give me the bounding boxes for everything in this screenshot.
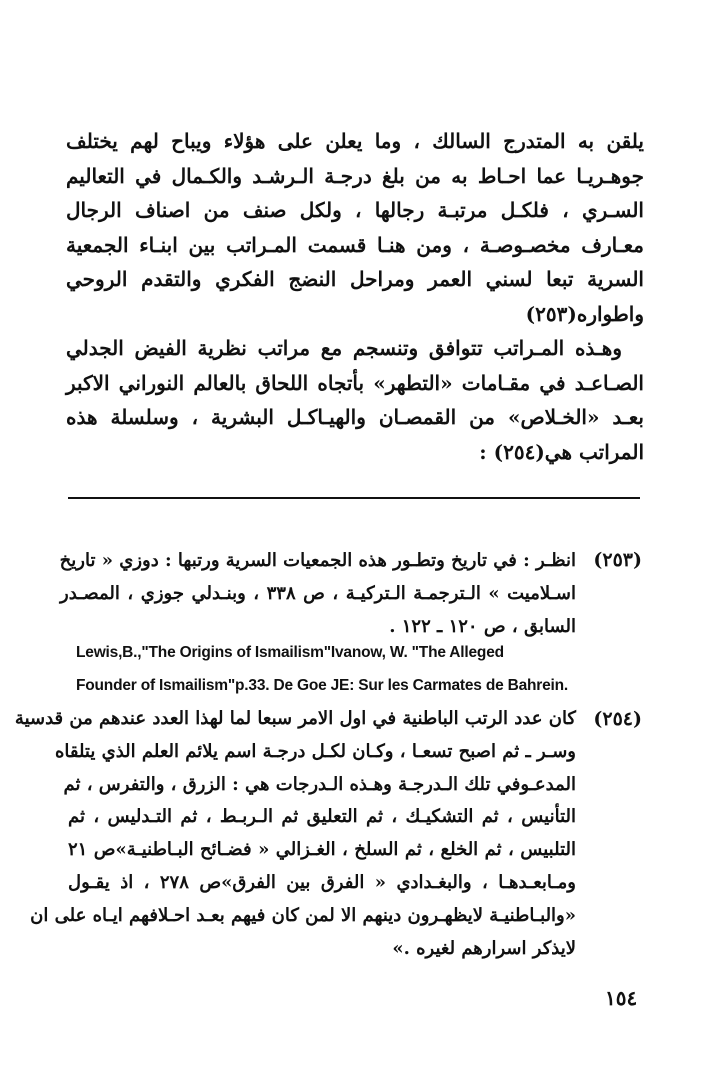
text-line: يلقن به المتدرج السالك ، وما يعلن على هؤلاء ويباح لهم يختلف: [66, 129, 644, 153]
footnote-line: ومـابعـدهـا ، والبغـدادي « الفرق بين الفرق»ص ٢٧٨ ، اذ يقـول: [68, 871, 576, 893]
footnote-line: التأنيس ، ثم التشكيـك ، ثم التعليق ثم الـربـط ، ثم التـدليس ، ثم: [68, 806, 576, 828]
text-line: السـري ، فلكـل مرتبـة رجالها ، ولكل صنف من اصناف الرجال: [66, 198, 644, 222]
text-line: السرية تبعا لسني العمر ومراحل النضج الفكري والتقدم الروحي: [66, 267, 644, 291]
footnote-line: لايذكر اسرارهم لغيره .»: [392, 937, 576, 959]
footnote-latin-line: Founder of Ismailism"p.33. De Goe JE: Sur les Carmates de Bahrein.: [76, 677, 569, 694]
footnote-separator: [68, 497, 640, 499]
text-line: المراتب هي(٢٥٤) :: [479, 439, 644, 464]
footnote-text: [60, 544, 576, 643]
paragraph-first-line: وهـذه المـراتب تتوافق وتنسجم مع مراتب نظرية الفيض الجدلي: [66, 336, 622, 360]
footnote-line: كان عدد الرتب الباطنية في اول الامر سبعا لما لهذا العدد عندهم من قدسية: [14, 708, 576, 729]
footnote-254: [14, 703, 642, 965]
footnote-number: (٢٥٤): [593, 708, 642, 730]
text-line: جوهـريـا عما احـاط به من بلغ درجـة الـرشـد والكـمال في التعاليم: [66, 163, 644, 188]
footnote-253: [60, 544, 642, 643]
main-text-block: [66, 124, 644, 469]
text-line: واطواره(٢٥٣): [525, 301, 644, 326]
text-line: بعـد «الخـلاص» من القمصـان والهيـاكـل البشرية ، وسلسلة هذه: [66, 405, 644, 429]
footnote-line: «والبـاطنيـة لايظهـرون دينهم الا لمن كان فيهم بعـد احـلافهم ايـاه على ان: [30, 904, 576, 926]
footnote-number: (٢٥٣): [593, 549, 642, 571]
footnote-latin-line: Lewis,B.,"The Origins of Ismailism"Ivanow, W. "The Alleged: [76, 644, 504, 661]
text-line: الصـاعـد في مقـامات «التطهر» بأتجاه اللحاق بالعالم النوراني الاكبر: [66, 370, 644, 395]
footnote-text: [14, 703, 576, 965]
text-line: معـارف مخصـوصـة ، ومن هنـا قسمت المـراتب بين ابنـاء الجمعية: [66, 232, 644, 257]
footnote-line: المدعـوفي تلك الـدرجـة وهـذه الـدرجات هي : الزرق ، والتفرس ، ثم: [63, 773, 576, 795]
footnote-line: اسـلاميت » الـترجمـة الـتركيـة ، ص ٣٣٨ ، وبنـدلي جوزي ، المصـدر: [60, 583, 576, 604]
footnote-line: انظـر : في تاريخ وتطـور هذه الجمعيات السرية ورتبها : دوزي « تاريخ: [59, 550, 576, 571]
page-number: ١٥٤: [605, 986, 638, 1010]
footnote-line: التلبيس ، ثم الخلع ، ثم السلخ ، الغـزالي « فضـائح البـاطنيـة»ص ٢١: [68, 839, 576, 861]
footnote-line: وسـر ـ ثم اصبح تسعـا ، وكـان لكـل درجـة اسم يلائم العلم الذي يتلقاه: [54, 740, 576, 762]
footnote-line: السابق ، ص ١٢٠ ـ ١٢٢ .: [389, 616, 576, 637]
